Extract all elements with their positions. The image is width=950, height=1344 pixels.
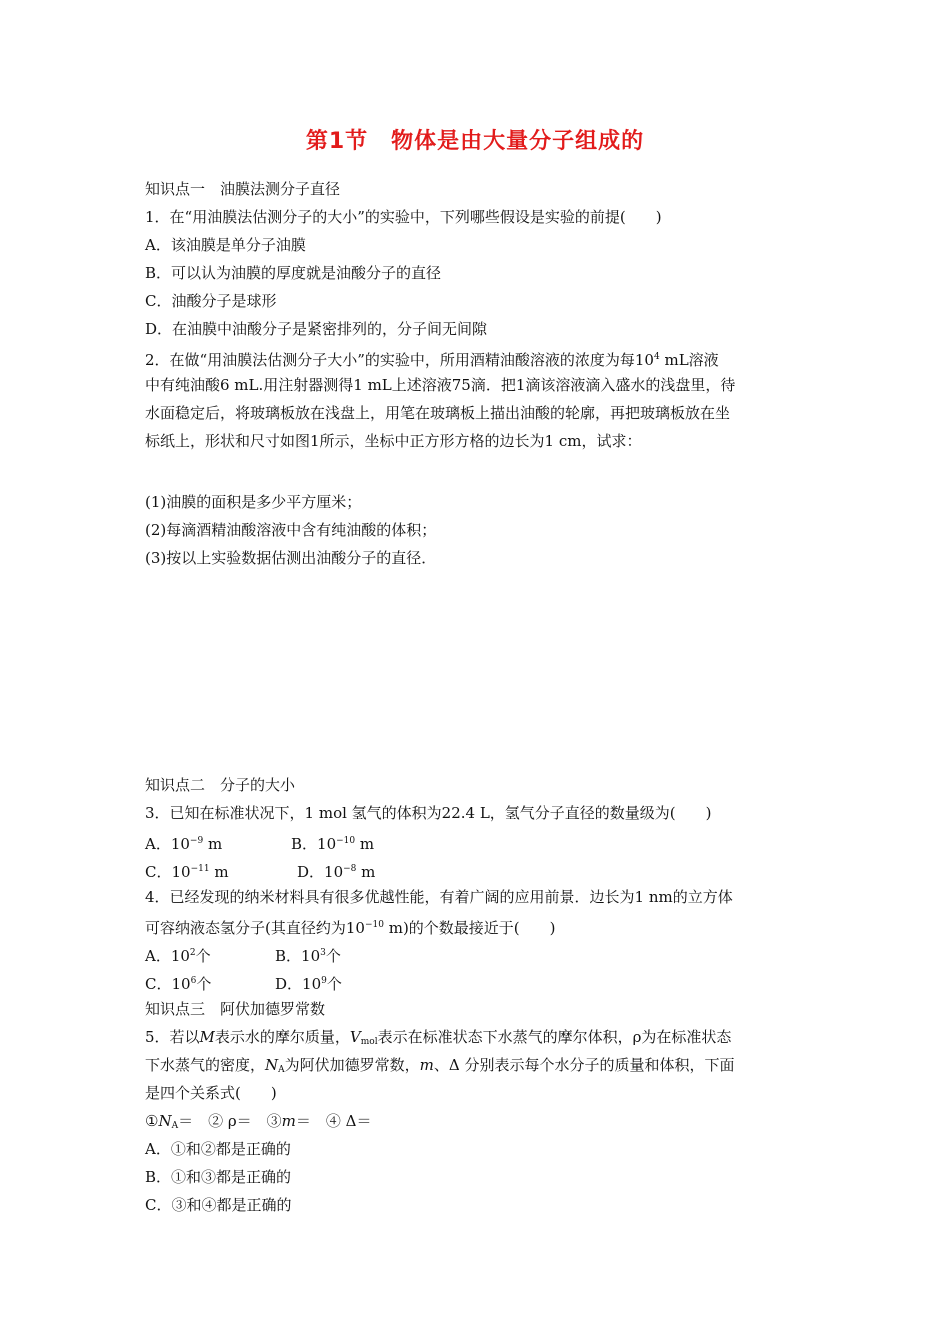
q4-option-a: A．$10^2$个 bbox=[145, 947, 211, 965]
page-title: 第1节 物体是由大量分子组成的 bbox=[305, 129, 645, 154]
q2-line-3: 水面稳定后，将玻璃板放在浅盘上，用笔在玻璃板上描出油酸的轮廓，再把玻璃板放在坐 bbox=[145, 404, 731, 422]
q3-option-c: C．$10^{-11}$ m bbox=[145, 863, 229, 881]
q5-line-2: 下水蒸气的密度，$N_A$为阿伏加德罗常数，m、Δ 分别表示每个水分子的质量和体积，下面 bbox=[145, 1056, 735, 1075]
q2-part-1: (1)油膜的面积是多少平方厘米； bbox=[145, 493, 362, 511]
q4-option-d: D．$10^9$个 bbox=[275, 975, 342, 993]
q2-part-3: (3)按以上实验数据估测出油酸分子的直径． bbox=[145, 549, 437, 567]
q5-line-1: 5．若以M表示水的摩尔质量，$V_{mol}$表示在标准状态下水蒸气的摩尔体积，ρ为在标准状态 bbox=[145, 1028, 732, 1047]
q1-option-c: C．油酸分子是球形 bbox=[145, 292, 277, 310]
q5-option-c: C．③和④都是正确的 bbox=[145, 1196, 292, 1214]
q3-option-a: A．$10^{-9}$ m bbox=[145, 835, 223, 853]
q4-option-c: C．$10^6$个 bbox=[145, 975, 212, 993]
q4-line-1: 4．已经发现的纳米材料具有很多优越性能，有着广阔的应用前景．边长为1 nm的立方体 bbox=[145, 888, 733, 906]
q3-option-d: D．$10^{-8}$ m bbox=[297, 863, 376, 881]
q1-option-a: A．该油膜是单分子油膜 bbox=[145, 236, 306, 254]
q2-line-1: 2．在做“用油膜法估测分子大小”的实验中，所用酒精油酸溶液的浓度为每$10^4$ mL溶液 bbox=[145, 351, 719, 369]
q3-option-b: B．$10^{-10}$ m bbox=[291, 835, 375, 853]
q1-option-b: B．可以认为油膜的厚度就是油酸分子的直径 bbox=[145, 264, 442, 282]
section-heading-3: 知识点三 阿伏加德罗常数 bbox=[145, 1000, 326, 1018]
q2-part-2: (2)每滴酒精油酸溶液中含有纯油酸的体积； bbox=[145, 521, 437, 539]
q4-option-b: B．$10^3$个 bbox=[275, 947, 341, 965]
section-heading-1: 知识点一 油膜法测分子直径 bbox=[145, 180, 341, 198]
q1-option-d: D．在油膜中油酸分子是紧密排列的，分子间无间隙 bbox=[145, 320, 488, 338]
q5-option-b: B．①和③都是正确的 bbox=[145, 1168, 292, 1186]
section-heading-2: 知识点二 分子的大小 bbox=[145, 776, 296, 794]
q3-stem: 3．已知在标准状况下，1 mol 氢气的体积为22.4 L，氢气分子直径的数量级为( ) bbox=[145, 804, 712, 822]
q5-formulas: $①N_A=$ ② ρ＝ ③m＝ ④ Δ＝ bbox=[145, 1112, 372, 1131]
q1-stem: 1．在“用油膜法估测分子的大小”的实验中，下列哪些假设是实验的前提( ) bbox=[145, 208, 662, 226]
q5-option-a: A．①和②都是正确的 bbox=[145, 1140, 291, 1158]
q5-line-3: 是四个关系式( ) bbox=[145, 1084, 277, 1102]
q4-line-2: 可容纳液态氢分子(其直径约为$10^{-10}$ m)的个数最接近于( ) bbox=[145, 919, 556, 937]
q2-line-4: 标纸上，形状和尺寸如图1所示，坐标中正方形方格的边长为1 cm，试求： bbox=[145, 432, 642, 450]
q2-line-2: 中有纯油酸6 mL.用注射器测得1 mL上述溶液75滴．把1滴该溶液滴入盛水的浅盘里，待 bbox=[145, 376, 736, 394]
